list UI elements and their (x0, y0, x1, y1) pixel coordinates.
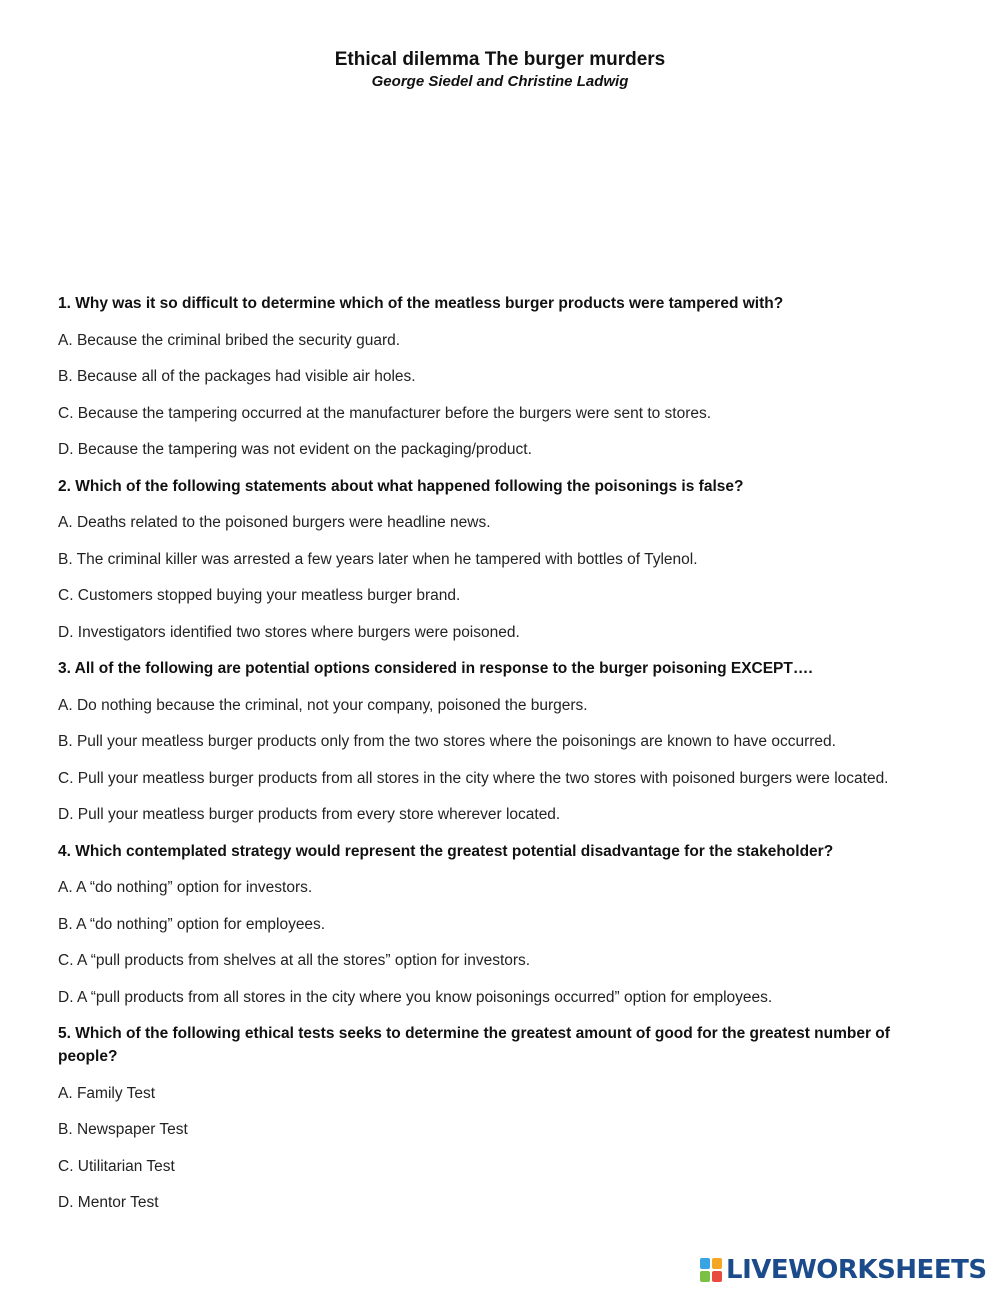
answer-option: C. A “pull products from shelves at all the stores” option for investors. (58, 952, 531, 969)
logo-block-icon (700, 1271, 710, 1282)
question-text: 5. Which of the following ethical tests seeks to determine the greatest amount of good for the greatest number of people? (58, 1025, 890, 1065)
question-4 (58, 840, 938, 1009)
page-authors: George Siedel and Christine Ladwig (371, 73, 629, 90)
answer-option: A. Do nothing because the criminal, not your company, poisoned the burgers. (58, 696, 588, 714)
question-list (58, 292, 938, 1228)
answer-option: C. Pull your meatless burger products from all stores in the city where the two stores with poisoned burgers were located. (58, 769, 889, 787)
liveworksheets-logo-icon (700, 1258, 722, 1282)
question-2 (58, 475, 938, 644)
answer-option: D. Mentor Test (58, 1194, 159, 1211)
answer-option: D. Pull your meatless burger products from every store wherever located. (58, 806, 561, 823)
question-3 (58, 657, 938, 826)
answer-option: C. Customers stopped buying your meatless burger brand. (58, 587, 461, 604)
liveworksheets-logo (700, 1255, 990, 1285)
question-5 (58, 1022, 938, 1214)
answer-option: A. Because the criminal bribed the security guard. (58, 331, 401, 349)
question-text: 2. Which of the following statements about what happened following the poisonings is false? (58, 477, 744, 495)
question-1 (58, 292, 938, 461)
answer-option: D. A “pull products from all stores in the city where you know poisonings occurred” option for employees. (58, 988, 773, 1006)
answer-option: B. Because all of the packages had visible air holes. (58, 368, 416, 385)
answer-option: B. A “do nothing” option for employees. (58, 915, 326, 933)
answer-option: D. Because the tampering was not evident on the packaging/product. (58, 441, 532, 458)
answer-option: D. Investigators identified two stores where burgers were poisoned. (58, 623, 520, 641)
question-text: 4. Which contemplated strategy would represent the greatest potential disadvantage for the stakeholder? (58, 842, 834, 860)
answer-option: C. Because the tampering occurred at the manufacturer before the burgers were sent to stores. (58, 404, 712, 422)
answer-option: B. The criminal killer was arrested a few years later when he tampered with bottles of Tylenol. (58, 550, 698, 568)
answer-option: B. Newspaper Test (58, 1121, 188, 1138)
answer-option: C. Utilitarian Test (58, 1157, 175, 1175)
question-text: 1. Why was it so difficult to determine which of the meatless burger products were tampered with? (58, 295, 784, 312)
answer-option: A. Deaths related to the poisoned burgers were headline news. (58, 514, 491, 531)
answer-option: A. A “do nothing” option for investors. (58, 879, 313, 896)
logo-block-icon (712, 1271, 722, 1282)
answer-option: A. Family Test (58, 1084, 156, 1102)
question-text: 3. All of the following are potential options considered in response to the burger poisoning EXCEPT…. (58, 660, 813, 677)
logo-block-icon (712, 1258, 722, 1269)
answer-option: B. Pull your meatless burger products only from the two stores where the poisonings are known to have occurred. (58, 733, 836, 750)
document-header (0, 48, 1000, 92)
page-title: Ethical dilemma The burger murders (334, 49, 666, 70)
logo-block-icon (700, 1258, 710, 1269)
liveworksheets-brand-text: LIVEWORKSHEETS (726, 1255, 987, 1285)
